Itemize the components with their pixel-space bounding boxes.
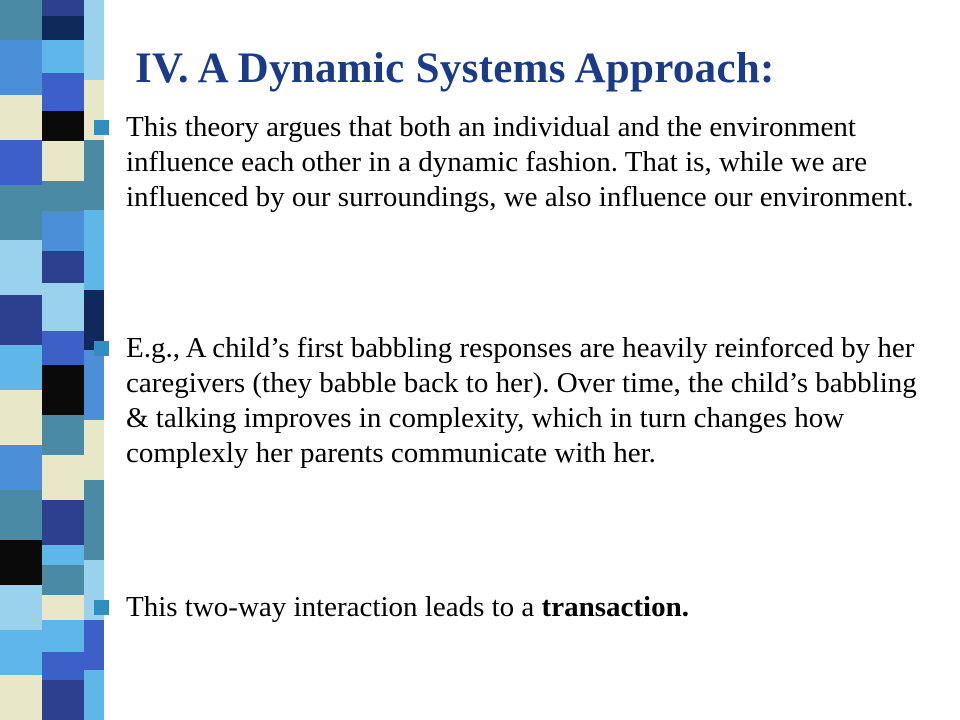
stripe-block — [0, 540, 42, 585]
stripe-block — [0, 490, 42, 540]
stripe-block — [42, 181, 84, 211]
stripe-block — [0, 675, 42, 720]
stripe-block — [0, 585, 42, 630]
bullet-item-transaction — [94, 590, 924, 625]
stripe-block — [42, 595, 84, 620]
stripe-block — [42, 111, 84, 141]
bullet-text-plain: This two-way interaction leads to a — [126, 591, 542, 623]
stripe-block — [0, 390, 42, 445]
stripe-block — [42, 73, 84, 111]
stripe-block — [42, 141, 84, 181]
stripe-block — [42, 680, 84, 720]
stripe-block — [0, 95, 42, 140]
stripe-block — [0, 40, 42, 95]
stripe-block — [42, 251, 84, 283]
stripe-block — [42, 620, 84, 652]
bullet-text-bold: transaction. — [541, 591, 689, 623]
bullet-text: This theory argues that both an individual and the environment influence each other in a dynamic fashion. That is, while we are influenced by our surroundings, we also influence our environment. — [126, 111, 914, 213]
stripe-block — [42, 331, 84, 365]
stripe-block — [42, 40, 84, 73]
stripe-block — [0, 295, 42, 345]
square-bullet-icon — [94, 341, 109, 356]
square-bullet-icon — [94, 120, 109, 135]
stripe-block — [0, 240, 42, 295]
stripe-block — [42, 545, 84, 565]
stripe-block — [42, 16, 84, 40]
stripe-block — [42, 365, 84, 415]
bullet-text — [126, 590, 924, 625]
bullet-item-theory — [94, 110, 924, 215]
stripe-block — [0, 445, 42, 490]
stripe-block — [42, 415, 84, 455]
stripe-block — [0, 185, 42, 240]
stripe-block — [84, 0, 104, 80]
slide-title: IV. A Dynamic Systems Approach: — [135, 45, 775, 92]
stripe-block — [0, 0, 42, 40]
stripe-block — [0, 345, 42, 390]
stripe-block — [84, 620, 104, 670]
stripe-block — [42, 0, 84, 16]
stripe-block — [42, 283, 84, 331]
stripe-block — [42, 455, 84, 500]
stripe-block — [42, 652, 84, 680]
bullet-item-example — [94, 331, 924, 471]
square-bullet-icon — [94, 600, 109, 615]
stripe-block — [42, 500, 84, 545]
stripe-block — [0, 140, 42, 185]
stripe-block — [84, 210, 104, 290]
stripe-block — [84, 670, 104, 720]
bullet-text: E.g., A child’s first babbling responses are heavily reinforced by her caregivers (they babble back to her). Over time, the child’s babbling & talking improves in complexity, which in turn changes how complexly her parents communicate with her. — [126, 332, 917, 469]
stripe-block — [42, 565, 84, 595]
stripe-block — [0, 630, 42, 675]
stripe-block — [84, 480, 104, 560]
stripe-block — [42, 211, 84, 251]
